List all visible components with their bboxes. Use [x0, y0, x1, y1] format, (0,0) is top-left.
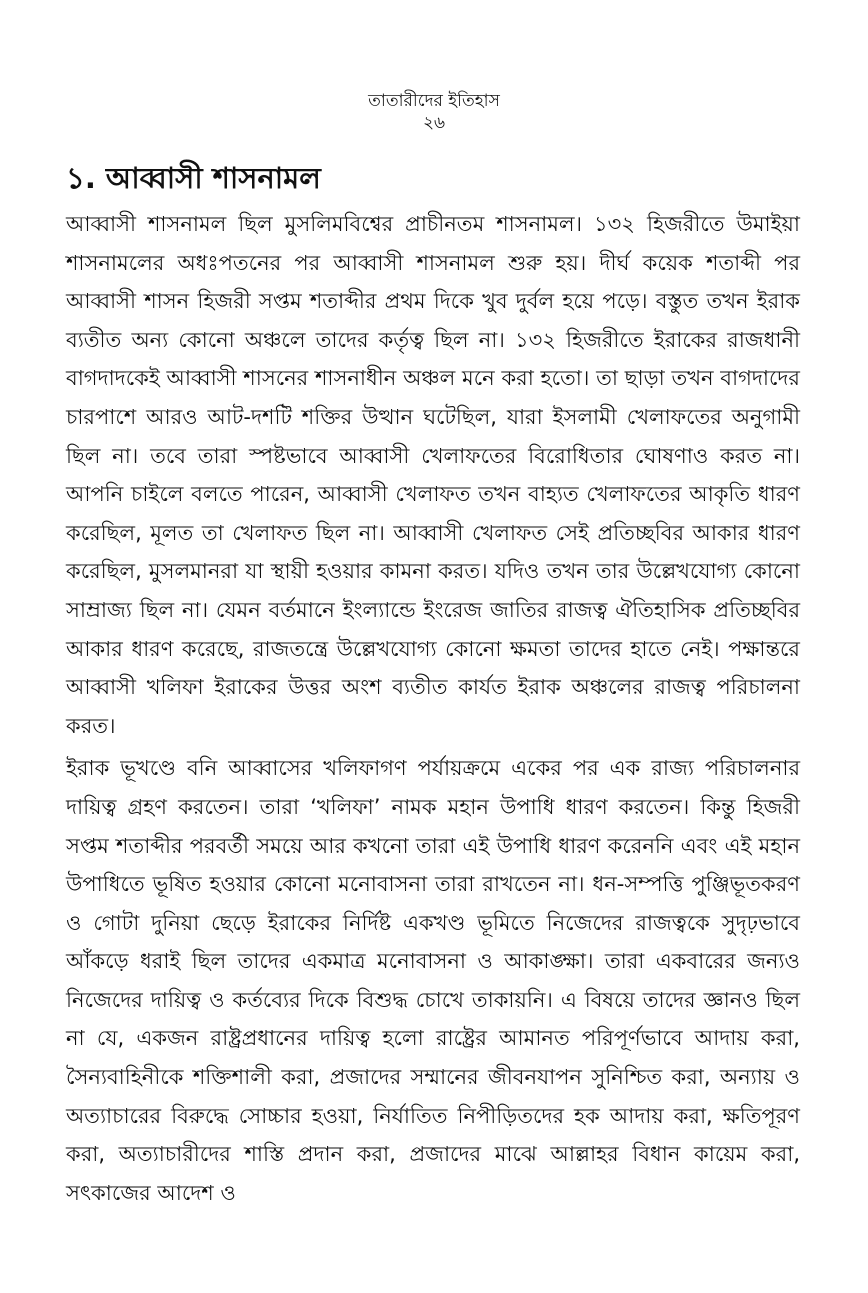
page-number: ২৬ — [422, 113, 446, 133]
section-heading: ১. আব্বাসী শাসনামল — [66, 161, 321, 195]
paragraph: আব্বাসী শাসনামল ছিল মুসলিমবিশ্বের প্রাচীনতম শাসনামল। ১৩২ হিজরীতে উমাইয়া শাসনামলের অধঃপতনের পর আব্বাসী শাসনামল শুরু হয়। দীর্ঘ কয়েক শতাব্দী পর আব্বাসী শাসন হিজরী সপ্তম শতাব্দীর প্রথম দিকে খুব দুর্বল হয়ে পড়ে। বস্তুত তখন ইরাক ব্যতীত অন্য কোনো অঞ্চলে তাদের কর্তৃত্ব ছিল না। ১৩২ হিজরীতে ইরাকের রাজধানী বাগদাদকেই আব্বাসী শাসনের শাসনাধীন অঞ্চল মনে করা হতো। তা ছাড়া তখন বাগদাদের চারপাশে আরও আট-দশটি শক্তির উত্থান ঘটেছিল, যারা ইসলামী খেলাফতের অনুগামী ছিল না। তবে তারা স্পষ্টভাবে আব্বাসী খেলাফতের বিরোধিতার ঘোষণাও করত না। আপনি চাইলে বলতে পারেন, আব্বাসী খেলাফত তখন বাহ্যত খেলাফতের আকৃতি ধারণ করেছিল, মূলত তা খেলাফত ছিল না। আব্বাসী খেলাফত সেই প্রতিচ্ছবির আকার ধারণ করেছিল, মুসলমানরা যা স্থায়ী হওয়ার কামনা করত। যদিও তখন তার উল্লেখযোগ্য কোনো সাম্রাজ্য ছিল না। যেমন বর্তমানে ইংল্যান্ডে ইংরেজ জাতির রাজত্ব ঐতিহাসিক প্রতিচ্ছবির আকার ধারণ করেছে, রাজতন্ত্রে উল্লেখযোগ্য কোনো ক্ষমতা তাদের হাতে নেই। পক্ষান্তরে আব্বাসী খলিফা ইরাকের উত্তর অংশ ব্যতীত কার্যত ইরাক অঞ্চলের রাজত্ব পরিচালনা করত। — [66, 212, 800, 738]
paragraph: ইরাক ভূখণ্ডে বনি আব্বাসের খলিফাগণ পর্যায়ক্রমে একের পর এক রাজ্য পরিচালনার দায়িত্ব গ্রহণ করতেন। তারা ‘খলিফা’ নামক মহান উপাধি ধারণ করতেন। কিন্তু হিজরী সপ্তম শতাব্দীর পরবর্তী সময়ে আর কখনো তারা এই উপাধি ধারণ করেননি এবং এই মহান উপাধিতে ভূষিত হওয়ার কোনো মনোবাসনা তারা রাখতেন না। ধন-সম্পত্তি পুঞ্জিভূতকরণ ও গোটা দুনিয়া ছেড়ে ইরাকের নির্দিষ্ট একখণ্ড ভূমিতে নিজেদের রাজত্বকে সুদৃঢ়ভাবে আঁকড়ে ধরাই ছিল তাদের একমাত্র মনোবাসনা ও আকাঙ্ক্ষা। তারা একবারের জন্যও নিজেদের দায়িত্ব ও কর্তব্যের দিকে বিশুদ্ধ চোখে তাকায়নি। এ বিষয়ে তাদের জ্ঞানও ছিল না যে, একজন রাষ্ট্রপ্রধানের দায়িত্ব হলো রাষ্ট্রের আমানত পরিপূর্ণভাবে আদায় করা, সৈন্যবাহিনীকে শক্তিশালী করা, প্রজাদের সম্মানের জীবনযাপন সুনিশ্চিত করা, অন্যায় ও অত্যাচারের বিরুদ্ধে সোচ্চার হওয়া, নির্যাতিত নিপীড়িতদের হক আদায় করা, ক্ষতিপূরণ করা, অত্যাচারীদের শাস্তি প্রদান করা, প্রজাদের মাঝে আল্লাহর বিধান কায়েম করা, সৎকাজের আদেশ ও — [66, 756, 800, 1205]
book-title: তাতারীদের ইতিহাস — [368, 91, 500, 111]
body-text — [66, 205, 800, 1216]
running-header — [0, 90, 868, 134]
